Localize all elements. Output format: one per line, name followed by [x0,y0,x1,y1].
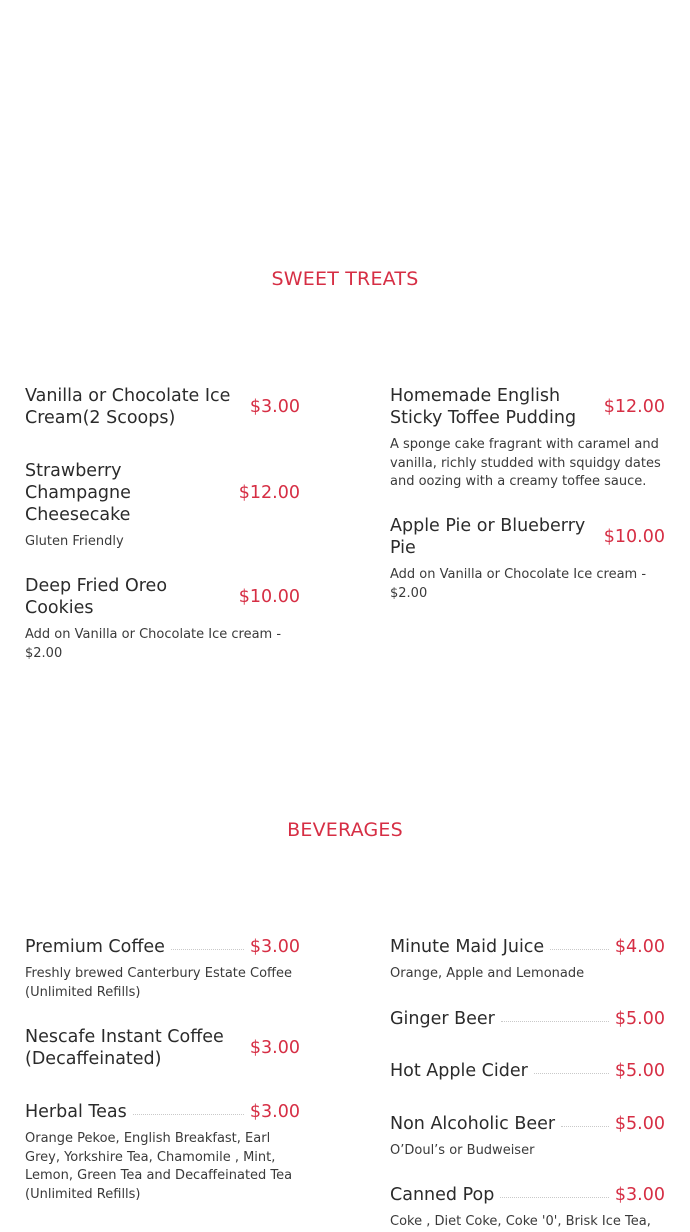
item-price: $5.00 [614,1061,665,1081]
item-description: Freshly brewed Canterbury Estate Coffee (Unlimited Refills) [25,966,293,1000]
leader-dots [501,1021,609,1022]
menu-item-hot-apple-cider [390,1060,665,1082]
menu-item-cheesecake [25,460,300,552]
menu-item-herbal-teas [25,1101,300,1204]
item-price: $3.00 [249,397,300,417]
item-name: Minute Maid Juice [390,937,545,957]
item-price: $4.00 [614,937,665,957]
menu-item-non-alcoholic-beer [390,1113,665,1161]
item-price: $12.00 [238,483,300,503]
item-price: $10.00 [603,527,665,547]
section-title-sweet-treats: SWEET TREATS [271,268,419,290]
section-title-beverages: BEVERAGES [287,819,403,841]
item-price: $3.00 [249,1102,300,1122]
item-name: Herbal Teas [25,1102,127,1122]
item-description: Gluten Friendly [25,534,124,549]
leader-dots [133,1114,244,1115]
item-description: Orange Pekoe, English Breakfast, Earl Grey, Yorkshire Tea, Chamomile , Mint, Lemon, Green Tea and Decaffeinated Tea (Unlimited Refills) [25,1131,293,1202]
item-price: $12.00 [603,397,665,417]
item-description: Add on Vanilla or Chocolate Ice cream - $2.00 [390,567,647,601]
item-name: Hot Apple Cider [390,1061,528,1081]
item-name: Vanilla or Chocolate Ice Cream(2 Scoops) [25,386,231,428]
item-price: $5.00 [614,1114,665,1134]
item-description: Orange, Apple and Lemonade [390,966,585,981]
item-name: Homemade English Sticky Toffee Pudding [390,386,577,428]
leader-dots [561,1126,609,1127]
item-description: A sponge cake fragrant with caramel and vanilla, richly studded with squidgy dates and oozing with a creamy toffee sauce. [390,437,661,490]
item-description: O’Doul’s or Budweiser [390,1143,535,1158]
item-name: Non Alcoholic Beer [390,1114,556,1134]
item-name: Strawberry Champagne Cheesecake [25,461,131,525]
item-description: Add on Vanilla or Chocolate Ice cream - $2.00 [25,627,282,661]
menu-item-premium-coffee [25,936,300,1002]
item-name: Nescafe Instant Coffee (Decaffeinated) [25,1027,224,1069]
menu-item-canned-pop [390,1184,665,1232]
menu-item-ginger-beer [390,1008,665,1030]
item-name: Ginger Beer [390,1009,495,1029]
menu-item-ice-cream [25,385,300,429]
menu-item-minute-maid [390,936,665,984]
leader-dots [534,1073,609,1074]
menu-item-toffee-pudding [390,385,665,492]
leader-dots [500,1197,609,1198]
item-name: Deep Fried Oreo Cookies [25,576,168,618]
item-price: $10.00 [238,587,300,607]
item-price: $3.00 [249,1038,300,1058]
menu-item-oreo-cookies [25,575,300,663]
item-price: $3.00 [614,1185,665,1205]
leader-dots [171,949,244,950]
leader-dots [550,949,609,950]
menu-item-pie [390,515,665,603]
item-name: Premium Coffee [25,937,165,957]
item-description: Coke , Diet Coke, Coke '0', Brisk Ice Tea, [390,1214,651,1229]
menu-item-nescafe [25,1026,300,1070]
item-price: $5.00 [614,1009,665,1029]
item-name: Canned Pop [390,1185,495,1205]
item-price: $3.00 [249,937,300,957]
item-name: Apple Pie or Blueberry Pie [390,516,586,558]
